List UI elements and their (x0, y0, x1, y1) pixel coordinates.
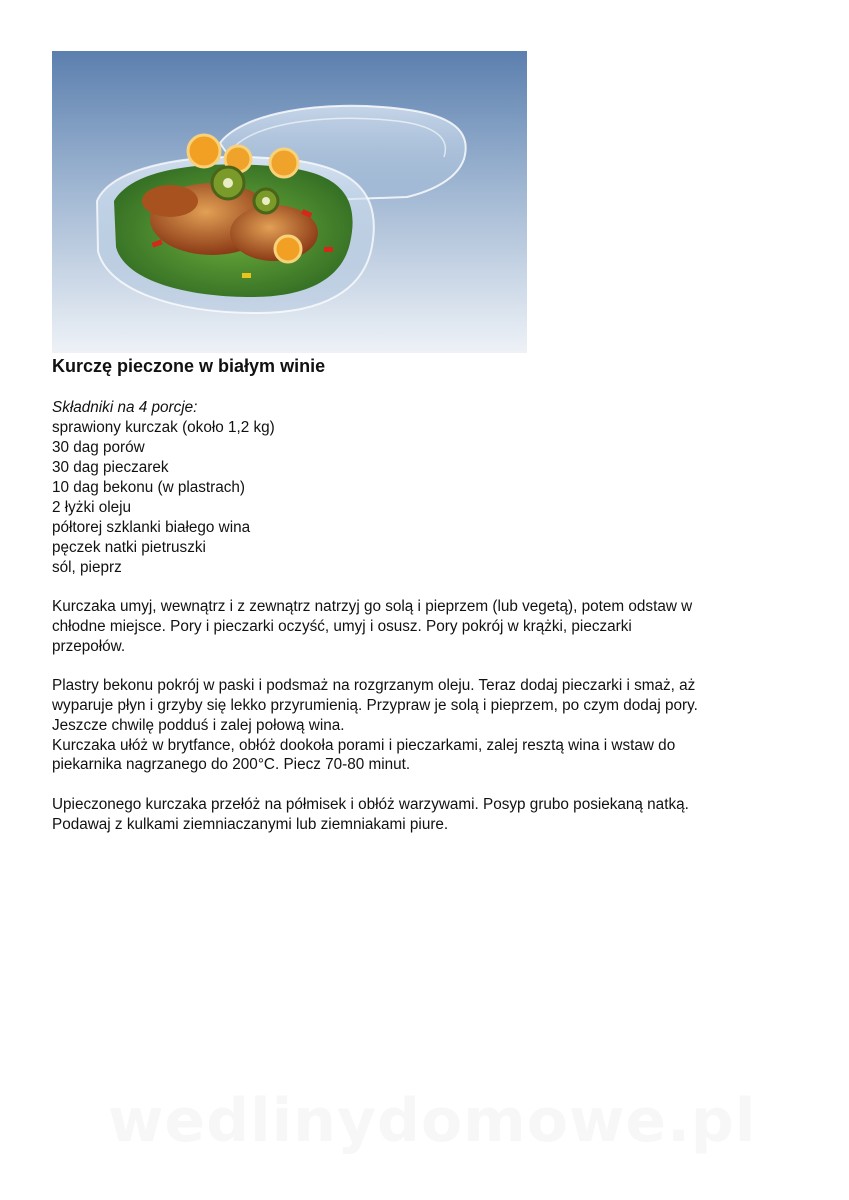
ingredients-section (52, 398, 275, 578)
text-line: chłodne miejsce. Pory i pieczarki oczyść, umyj i osusz. Pory pokrój w krążki, pieczarki (52, 617, 632, 635)
dish-photo (52, 51, 527, 353)
text-line: Plastry bekonu pokrój w paski i podsmaż na rozgrzanym oleju. Teraz dodaj pieczarki i smaż, aż (52, 677, 696, 695)
text-line: piekarnika nagrzanego do 200°C. Piecz 70-80 minut. (52, 756, 411, 774)
ingredients-intro: Składniki na 4 porcje: (52, 399, 198, 416)
ingredient-item: pęczek natki pietruszki (52, 539, 206, 556)
ingredient-item: sprawiony kurczak (około 1,2 kg) (52, 419, 275, 436)
ingredient-item: sól, pieprz (52, 559, 122, 576)
text-line: Kurczaka ułóż w brytfance, obłóż dookoła porami i pieczarkami, zalej resztą wina i wstaw do (52, 736, 676, 754)
watermark: wedlinydomowe.pl (108, 1086, 757, 1156)
ingredient-item: 30 dag pieczarek (52, 459, 169, 476)
ingredient-item: 2 łyżki oleju (52, 499, 132, 516)
text-line: Kurczaka umyj, wewnątrz i z zewnątrz natrzyj go solą i pieprzem (lub vegetą), potem odstaw w (52, 598, 693, 615)
text-line: Jeszcze chwilę podduś i zalej połową wina. (52, 716, 345, 734)
text-line: wyparuje płyn i grzyby się lekko przyrumienią. Przypraw je solą i pieprzem, po czym dodaj pory. (52, 696, 698, 714)
preparation-paragraph (52, 676, 812, 775)
text-line: przepołów. (52, 637, 126, 655)
text-line: Upieczonego kurczaka przełóż na półmisek i obłóż warzywami. Posyp grubo posiekaną natką. (52, 795, 689, 813)
ingredient-item: półtorej szklanki białego wina (52, 519, 251, 536)
ingredient-item: 30 dag porów (52, 439, 145, 456)
text-line: Podawaj z kulkami ziemniaczanymi lub ziemniakami piure. (52, 815, 449, 833)
preparation-section (52, 597, 812, 854)
preparation-paragraph (52, 597, 812, 656)
ingredients-list (52, 418, 275, 578)
roast-chicken-in-glass-dish-image (52, 51, 527, 353)
ingredient-item: 10 dag bekonu (w plastrach) (52, 479, 246, 496)
preparation-paragraph (52, 795, 812, 835)
recipe-title: Kurczę pieczone w białym winie (52, 356, 326, 376)
